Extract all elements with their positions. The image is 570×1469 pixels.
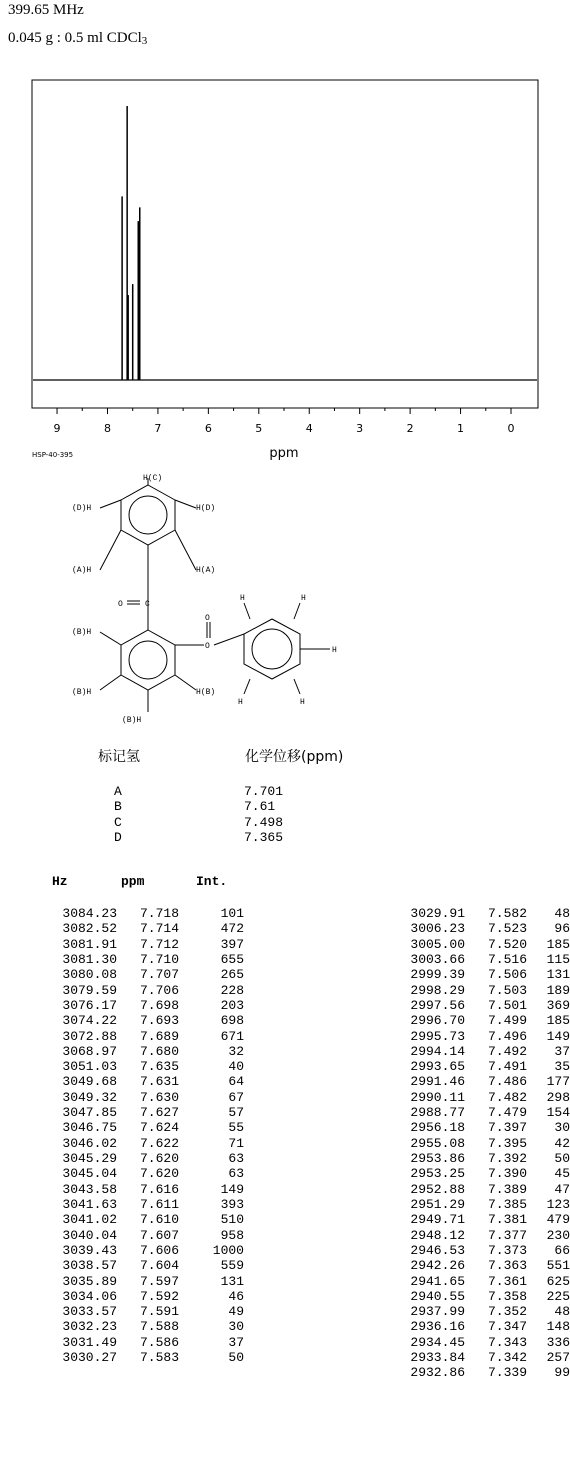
- peak-hz: 3034.06: [62, 1288, 117, 1304]
- peak-hz: 2999.39: [410, 967, 465, 983]
- peak-row: [0, 998, 280, 1013]
- peak-ppm: 7.607: [139, 1227, 179, 1243]
- peak-ppm: 7.373: [487, 1242, 527, 1258]
- peak-table-header: [0, 874, 570, 892]
- peak-row: [0, 937, 280, 952]
- x-axis-label: ppm: [269, 446, 299, 461]
- peak-row: [285, 1029, 570, 1044]
- peak-ppm: 7.516: [487, 951, 527, 967]
- assignment-header-label: 标记氢: [98, 749, 140, 765]
- peak-row: [0, 1105, 280, 1120]
- header-int: Int.: [196, 874, 228, 889]
- x-tick-label: 4: [305, 422, 313, 435]
- peak-int: 336: [546, 1334, 570, 1350]
- header-hz: Hz: [52, 874, 68, 889]
- peak-int: 115: [546, 951, 570, 967]
- peak-hz: 2952.88: [410, 1181, 465, 1197]
- peak-ppm: 7.706: [139, 982, 179, 998]
- peak-ppm: 7.583: [139, 1350, 179, 1366]
- peak-row: [285, 1120, 570, 1135]
- peak-row: [285, 1197, 570, 1212]
- peak-row: [285, 1212, 570, 1227]
- peak-ppm: 7.479: [487, 1105, 527, 1121]
- peak-int: 510: [220, 1212, 244, 1228]
- x-tick-label: 7: [154, 422, 162, 435]
- peak-ppm: 7.501: [487, 997, 527, 1013]
- peak-row: [285, 998, 570, 1013]
- peak-hz: 3080.08: [62, 967, 117, 983]
- peak-hz: 3081.30: [62, 951, 117, 967]
- frequency-label: 399.65 MHz: [8, 2, 84, 18]
- peak-int: 472: [220, 921, 244, 937]
- peak-int: 47: [554, 1181, 570, 1197]
- peak-hz: 3081.91: [62, 936, 117, 952]
- peak-ppm: 7.610: [139, 1212, 179, 1228]
- peak-row: [285, 1044, 570, 1059]
- peak-int: 48: [554, 906, 570, 921]
- peak-row: [0, 1243, 280, 1258]
- peak-hz: 3038.57: [62, 1258, 117, 1274]
- peak-hz: 3046.02: [62, 1135, 117, 1151]
- peak-ppm: 7.620: [139, 1151, 179, 1166]
- peak-int: 64: [228, 1074, 244, 1090]
- peak-ppm: 7.693: [139, 1013, 179, 1029]
- peak-hz: 2956.18: [410, 1120, 465, 1136]
- peak-ppm: 7.698: [139, 997, 179, 1013]
- peak-row: [0, 1013, 280, 1028]
- peak-ppm: 7.503: [487, 982, 527, 998]
- label-hc: H(C): [143, 474, 163, 483]
- peak-int: 958: [220, 1227, 244, 1243]
- peak-ppm: 7.680: [139, 1043, 179, 1059]
- peak-row: [285, 1304, 570, 1319]
- peak-ppm: 7.592: [139, 1288, 179, 1304]
- peak-ppm: 7.520: [487, 936, 527, 952]
- peak-row: [285, 1182, 570, 1197]
- peak-ppm: 7.635: [139, 1059, 179, 1075]
- assignment-header-shift: 化学位移(ppm): [245, 749, 344, 765]
- peak-ppm: 7.395: [487, 1135, 527, 1151]
- peak-int: 96: [554, 921, 570, 937]
- label-hd-left: (D)H: [72, 504, 92, 513]
- peak-row: [285, 1166, 570, 1181]
- peak-int: 298: [546, 1089, 570, 1105]
- peak-row: [285, 1274, 570, 1289]
- peak-row: [285, 937, 570, 952]
- peak-table-right: [285, 906, 570, 1381]
- peak-int: 189: [546, 982, 570, 998]
- peak-hz: 2955.08: [410, 1135, 465, 1151]
- peak-ppm: 7.611: [139, 1196, 179, 1212]
- peak-row: [0, 1212, 280, 1227]
- peak-int: 46: [228, 1288, 244, 1304]
- peak-row: [285, 1136, 570, 1151]
- peak-ppm: 7.390: [487, 1166, 527, 1182]
- peak-int: 148: [546, 1319, 570, 1335]
- peak-hz: 2993.65: [410, 1059, 465, 1075]
- peak-int: 37: [554, 1043, 570, 1059]
- peak-row: [285, 1074, 570, 1089]
- peak-ppm: 7.616: [139, 1181, 179, 1197]
- peak-int: 55: [228, 1120, 244, 1136]
- peak-hz: 3049.32: [62, 1089, 117, 1105]
- peak-int: 131: [546, 967, 570, 983]
- peak-int: 67: [228, 1089, 244, 1105]
- peak-int: 154: [546, 1105, 570, 1121]
- peak-ppm: 7.622: [139, 1135, 179, 1151]
- peak-hz: 2941.65: [410, 1273, 465, 1289]
- peak-int: 30: [228, 1319, 244, 1335]
- peak-int: 40: [228, 1059, 244, 1075]
- peak-row: [285, 967, 570, 982]
- peak-hz: 3003.66: [410, 951, 465, 967]
- peak-hz: 3040.04: [62, 1227, 117, 1243]
- peak-ppm: 7.630: [139, 1089, 179, 1105]
- peak-hz: 2995.73: [410, 1028, 465, 1044]
- label-hb1: (B)H: [72, 628, 92, 637]
- peak-hz: 2933.84: [410, 1350, 465, 1366]
- peak-ppm: 7.482: [487, 1089, 527, 1105]
- peak-hz: 3047.85: [62, 1105, 117, 1121]
- peak-hz: 2942.26: [410, 1258, 465, 1274]
- label-ph-h2: H: [301, 594, 306, 603]
- peak-int: 230: [546, 1227, 570, 1243]
- peak-hz: 2951.29: [410, 1196, 465, 1212]
- peak-row: [285, 1243, 570, 1258]
- peak-ppm: 7.718: [139, 906, 179, 921]
- peak-hz: 2988.77: [410, 1105, 465, 1121]
- assignment-shift: 7.498: [244, 814, 284, 830]
- label-hb4: (B)H: [122, 716, 142, 725]
- peak-int: 625: [546, 1273, 570, 1289]
- peak-ppm: 7.591: [139, 1304, 179, 1320]
- label-ph-h5: H: [300, 698, 305, 707]
- label-hb2: (B)H: [72, 688, 92, 697]
- x-tick-label: 1: [457, 422, 465, 435]
- peak-int: 149: [546, 1028, 570, 1044]
- peak-int: 551: [546, 1258, 570, 1274]
- peak-row: [285, 1013, 570, 1028]
- peak-ppm: 7.586: [139, 1334, 179, 1350]
- peak-row: [285, 1090, 570, 1105]
- peak-row: [0, 1136, 280, 1151]
- peak-int: 479: [546, 1212, 570, 1228]
- peak-hz: 3031.49: [62, 1334, 117, 1350]
- peak-row: [285, 1350, 570, 1365]
- peak-ppm: 7.486: [487, 1074, 527, 1090]
- peak-ppm: 7.352: [487, 1304, 527, 1320]
- peak-hz: 3084.23: [62, 906, 117, 921]
- peak-ppm: 7.631: [139, 1074, 179, 1090]
- peak-row: [285, 921, 570, 936]
- label-ph-h3: H: [332, 646, 337, 655]
- peak-hz: 2991.46: [410, 1074, 465, 1090]
- peak-row: [285, 1228, 570, 1243]
- peak-ppm: 7.385: [487, 1196, 527, 1212]
- x-tick-label: 9: [53, 422, 61, 435]
- label-ph-h4: H: [238, 698, 243, 707]
- peak-ppm: 7.523: [487, 921, 527, 937]
- peak-hz: 3082.52: [62, 921, 117, 937]
- spectrum-code: HSP-40-395: [32, 451, 74, 459]
- peak-int: 265: [220, 967, 244, 983]
- peak-int: 63: [228, 1166, 244, 1182]
- peak-hz: 3006.23: [410, 921, 465, 937]
- peak-int: 655: [220, 951, 244, 967]
- peak-row: [285, 906, 570, 921]
- peak-row: [0, 1059, 280, 1074]
- peak-hz: 2936.16: [410, 1319, 465, 1335]
- label-hd-right: H(D): [196, 504, 216, 513]
- peak-row: [285, 1059, 570, 1074]
- peak-int: 66: [554, 1242, 570, 1258]
- peak-int: 35: [554, 1059, 570, 1075]
- peak-row: [285, 1319, 570, 1334]
- peak-hz: 3005.00: [410, 936, 465, 952]
- assignment-label: A: [114, 784, 122, 799]
- peak-ppm: 7.389: [487, 1181, 527, 1197]
- peak-table-left: [0, 906, 280, 1365]
- x-tick-label: 2: [406, 422, 414, 435]
- peak-ppm: 7.506: [487, 967, 527, 983]
- peak-row: [285, 952, 570, 967]
- peak-row: [0, 1182, 280, 1197]
- peak-ppm: 7.381: [487, 1212, 527, 1228]
- peak-hz: 2937.99: [410, 1304, 465, 1320]
- peak-row: [0, 1029, 280, 1044]
- label-o3: O: [205, 642, 210, 651]
- peak-hz: 2990.11: [410, 1089, 465, 1105]
- peak-ppm: 7.361: [487, 1273, 527, 1289]
- peak-int: 185: [546, 936, 570, 952]
- peak-int: 50: [554, 1151, 570, 1166]
- peak-hz: 2997.56: [410, 997, 465, 1013]
- peak-hz: 2998.29: [410, 982, 465, 998]
- peak-hz: 3051.03: [62, 1059, 117, 1075]
- peak-ppm: 7.604: [139, 1258, 179, 1274]
- peak-ppm: 7.339: [487, 1365, 527, 1381]
- peak-row: [0, 1304, 280, 1319]
- peak-int: 559: [220, 1258, 244, 1274]
- peak-row: [0, 952, 280, 967]
- peak-int: 48: [554, 1304, 570, 1320]
- peak-hz: 2946.53: [410, 1242, 465, 1258]
- label-o1: O: [118, 600, 123, 609]
- label-ha-right: H(A): [196, 566, 216, 575]
- label-o2: O: [205, 614, 210, 623]
- peak-row: [285, 983, 570, 998]
- peak-hz: 3043.58: [62, 1181, 117, 1197]
- peak-hz: 3035.89: [62, 1273, 117, 1289]
- peak-hz: 3030.27: [62, 1350, 117, 1366]
- peak-ppm: 7.582: [487, 906, 527, 921]
- peak-ppm: 7.707: [139, 967, 179, 983]
- sample-text: 0.045 g : 0.5 ml CDCl: [8, 30, 142, 46]
- peak-int: 228: [220, 982, 244, 998]
- peak-row: [285, 1289, 570, 1304]
- peak-hz: 2953.86: [410, 1151, 465, 1166]
- peak-row: [0, 1258, 280, 1273]
- peak-row: [0, 906, 280, 921]
- peak-row: [285, 1105, 570, 1120]
- x-tick-label: 5: [255, 422, 263, 435]
- peak-hz: 3032.23: [62, 1319, 117, 1335]
- peak-row: [0, 967, 280, 982]
- peak-ppm: 7.358: [487, 1288, 527, 1304]
- peak-ppm: 7.710: [139, 951, 179, 967]
- peak-ppm: 7.499: [487, 1013, 527, 1029]
- peak-hz: 3074.22: [62, 1013, 117, 1029]
- peak-int: 225: [546, 1288, 570, 1304]
- header-ppm: ppm: [121, 874, 145, 889]
- peak-ppm: 7.689: [139, 1028, 179, 1044]
- peak-row: [0, 1120, 280, 1135]
- label-ph-h1: H: [240, 594, 245, 603]
- peak-hz: 2994.14: [410, 1043, 465, 1059]
- peak-int: 71: [228, 1135, 244, 1151]
- x-tick-label: 3: [356, 422, 364, 435]
- label-c1: C: [145, 600, 150, 609]
- peak-int: 50: [228, 1350, 244, 1366]
- peak-int: 185: [546, 1013, 570, 1029]
- label-ha-left: (A)H: [72, 566, 92, 575]
- peak-int: 63: [228, 1151, 244, 1166]
- peak-hz: 3033.57: [62, 1304, 117, 1320]
- peak-hz: 3068.97: [62, 1043, 117, 1059]
- assignment-shift: 7.701: [244, 784, 284, 799]
- peak-int: 393: [220, 1196, 244, 1212]
- peak-row: [0, 983, 280, 998]
- peak-int: 32: [228, 1043, 244, 1059]
- peak-hz: 3041.02: [62, 1212, 117, 1228]
- peak-hz: 3049.68: [62, 1074, 117, 1090]
- peak-ppm: 7.491: [487, 1059, 527, 1075]
- peak-row: [0, 1166, 280, 1181]
- peak-int: 671: [220, 1028, 244, 1044]
- peak-ppm: 7.627: [139, 1105, 179, 1121]
- peak-ppm: 7.377: [487, 1227, 527, 1243]
- peak-ppm: 7.620: [139, 1166, 179, 1182]
- peak-hz: 3076.17: [62, 997, 117, 1013]
- peak-int: 1000: [212, 1242, 244, 1258]
- peak-ppm: 7.347: [487, 1319, 527, 1335]
- peak-row: [0, 1074, 280, 1089]
- peak-int: 57: [228, 1105, 244, 1121]
- peak-hz: 2934.45: [410, 1334, 465, 1350]
- peak-int: 369: [546, 997, 570, 1013]
- label-hb3: H(B): [196, 688, 216, 697]
- peak-int: 397: [220, 936, 244, 952]
- peak-row: [285, 1258, 570, 1273]
- peak-ppm: 7.606: [139, 1242, 179, 1258]
- x-tick-label: 6: [204, 422, 212, 435]
- peak-int: 42: [554, 1135, 570, 1151]
- peak-int: 99: [554, 1365, 570, 1381]
- peak-int: 149: [220, 1181, 244, 1197]
- peak-hz: 2940.55: [410, 1288, 465, 1304]
- assignment-shift: 7.365: [244, 829, 284, 845]
- peak-hz: 3039.43: [62, 1242, 117, 1258]
- peak-ppm: 7.624: [139, 1120, 179, 1136]
- assignment-label: D: [114, 829, 122, 845]
- peak-int: 101: [220, 906, 244, 921]
- peak-int: 698: [220, 1013, 244, 1029]
- ring-middle-circle: [129, 641, 167, 679]
- peak-hz: 3072.88: [62, 1028, 117, 1044]
- peak-int: 203: [220, 997, 244, 1013]
- assignment-label: C: [114, 814, 122, 830]
- peak-hz: 3045.04: [62, 1166, 117, 1182]
- peak-ppm: 7.392: [487, 1151, 527, 1166]
- peak-row: [0, 1151, 280, 1166]
- assignment-label: B: [114, 799, 122, 815]
- peak-int: 49: [228, 1304, 244, 1320]
- x-tick-label: 0: [507, 422, 515, 435]
- ring-top-circle: [129, 496, 167, 534]
- peak-row: [285, 1151, 570, 1166]
- peak-int: 177: [546, 1074, 570, 1090]
- peak-ppm: 7.714: [139, 921, 179, 937]
- peak-hz: 3041.63: [62, 1196, 117, 1212]
- ring-phenyl-circle: [252, 629, 292, 669]
- peak-hz: 2948.12: [410, 1227, 465, 1243]
- peak-row: [0, 1197, 280, 1212]
- peak-row: [0, 1228, 280, 1243]
- peak-ppm: 7.496: [487, 1028, 527, 1044]
- peak-hz: 2953.25: [410, 1166, 465, 1182]
- peak-ppm: 7.712: [139, 936, 179, 952]
- peak-hz: 2949.71: [410, 1212, 465, 1228]
- peak-ppm: 7.588: [139, 1319, 179, 1335]
- peak-hz: 3029.91: [410, 906, 465, 921]
- peak-row: [0, 1090, 280, 1105]
- peak-hz: 3079.59: [62, 982, 117, 998]
- peak-ppm: 7.342: [487, 1350, 527, 1366]
- assignment-shift: 7.61: [244, 799, 276, 815]
- peak-hz: 3046.75: [62, 1120, 117, 1136]
- peak-ppm: 7.397: [487, 1120, 527, 1136]
- peak-int: 30: [554, 1120, 570, 1136]
- peak-ppm: 7.492: [487, 1043, 527, 1059]
- x-tick-label: 8: [103, 422, 111, 435]
- peak-row: [0, 1044, 280, 1059]
- peak-int: 131: [220, 1273, 244, 1289]
- peak-int: 257: [546, 1350, 570, 1366]
- peak-hz: 3045.29: [62, 1151, 117, 1166]
- peak-row: [0, 1289, 280, 1304]
- peak-ppm: 7.597: [139, 1273, 179, 1289]
- peak-row: [0, 1319, 280, 1334]
- peak-row: [285, 1365, 570, 1380]
- peak-ppm: 7.343: [487, 1334, 527, 1350]
- peak-row: [0, 921, 280, 936]
- sample-subscript: 3: [141, 35, 148, 47]
- peak-row: [285, 1335, 570, 1350]
- peak-ppm: 7.363: [487, 1258, 527, 1274]
- peak-int: 45: [554, 1166, 570, 1182]
- peak-hz: 2996.70: [410, 1013, 465, 1029]
- peak-row: [0, 1274, 280, 1289]
- peak-int: 37: [228, 1334, 244, 1350]
- peak-row: [0, 1335, 280, 1350]
- peak-hz: 2932.86: [410, 1365, 465, 1381]
- peak-int: 123: [546, 1196, 570, 1212]
- peak-row: [0, 1350, 280, 1365]
